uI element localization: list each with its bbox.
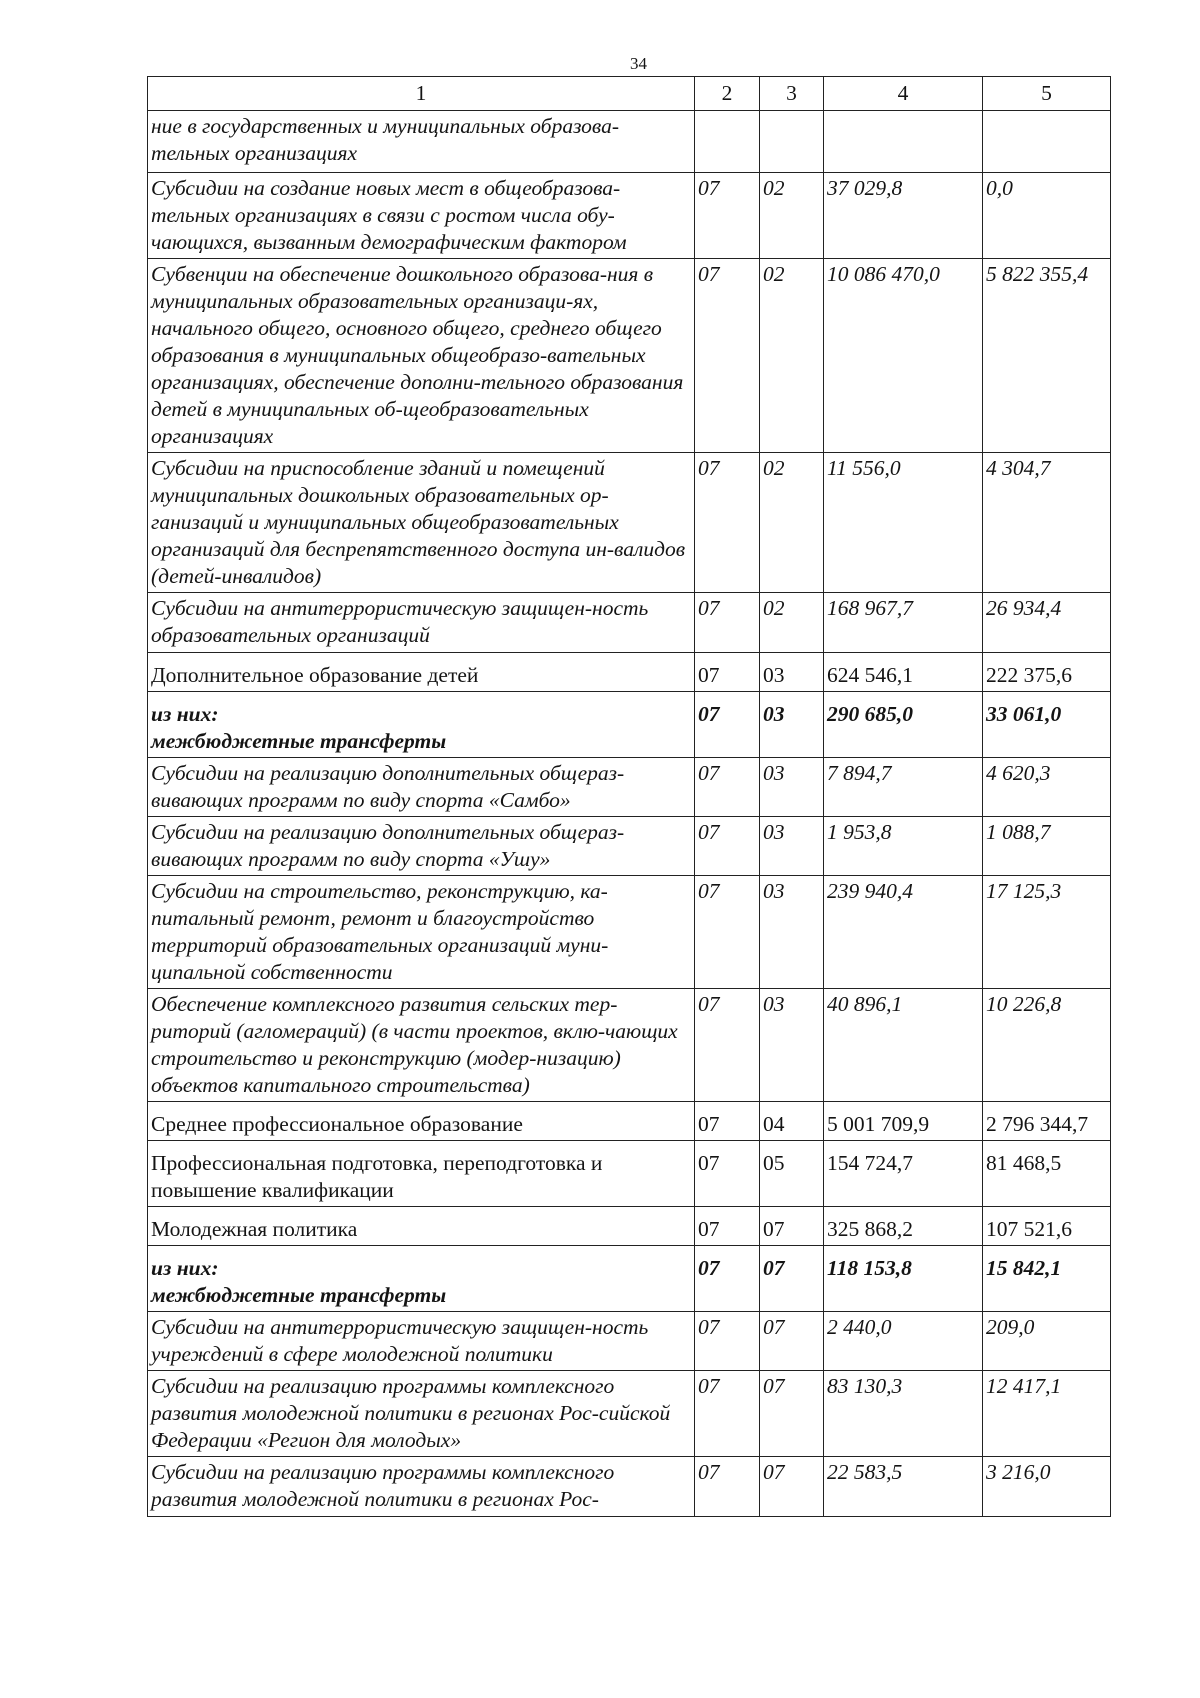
cell-amount: 22 583,5 [824,1457,983,1517]
cell-amount: 5 001 709,9 [824,1102,983,1141]
cell-section: 07 [695,876,760,989]
cell-amount: 118 153,8 [824,1246,983,1312]
cell-section: 07 [695,692,760,758]
cell-amount-2: 5 822 355,4 [983,259,1111,453]
cell-name: Среднее профессиональное образование [148,1102,695,1141]
cell-section: 07 [695,1371,760,1457]
header-col-5: 5 [983,77,1111,111]
cell-amount: 168 967,7 [824,593,983,653]
cell-amount: 290 685,0 [824,692,983,758]
page-number: 34 [630,54,647,73]
cell-section: 07 [695,653,760,692]
cell-amount-2: 2 796 344,7 [983,1102,1111,1141]
cell-amount-2: 1 088,7 [983,817,1111,876]
table-row [148,876,1111,989]
cell-subsection: 02 [760,453,824,593]
header-col-2: 2 [695,77,760,111]
cell-subsection: 07 [760,1207,824,1246]
cell-name: из них: межбюджетные трансферты [148,692,695,758]
cell-subsection: 07 [760,1246,824,1312]
cell-amount: 10 086 470,0 [824,259,983,453]
table-row [148,989,1111,1102]
budget-table [147,76,1111,1517]
cell-amount: 624 546,1 [824,653,983,692]
cell-subsection: 07 [760,1371,824,1457]
cell-amount-2: 107 521,6 [983,1207,1111,1246]
cell-subsection: 07 [760,1312,824,1371]
cell-amount: 325 868,2 [824,1207,983,1246]
cell-name: Субсидии на антитеррористическую защищен-ность образовательных организаций [148,593,695,653]
cell-amount-2: 222 375,6 [983,653,1111,692]
cell-amount-2: 4 620,3 [983,758,1111,817]
table-row [148,1102,1111,1141]
cell-section: 07 [695,1141,760,1207]
cell-amount: 7 894,7 [824,758,983,817]
cell-amount-2: 26 934,4 [983,593,1111,653]
table-row [148,1207,1111,1246]
cell-section: 07 [695,259,760,453]
cell-section [695,111,760,173]
cell-name: Субсидии на создание новых мест в общеобразова-тельных организациях в связи с ростом числа обу-чающихся, вызванным демографическим фактором [148,173,695,259]
table-row [148,758,1111,817]
cell-amount-2: 33 061,0 [983,692,1111,758]
cell-section: 07 [695,758,760,817]
header-col-4: 4 [824,77,983,111]
cell-name: Обеспечение комплексного развития сельских тер-риторий (агломераций) (в части проектов, вклю-чающих строительство и реконструкцию (модер-низацию) объектов капитального строительства) [148,989,695,1102]
cell-amount-2: 17 125,3 [983,876,1111,989]
cell-subsection: 03 [760,989,824,1102]
table-row [148,653,1111,692]
cell-name: Субсидии на реализацию программы комплексного развития молодежной политики в регионах Рос- [148,1457,695,1517]
cell-section: 07 [695,453,760,593]
cell-section: 07 [695,1246,760,1312]
header-col-1: 1 [148,77,695,111]
cell-subsection: 03 [760,692,824,758]
cell-amount-2: 3 216,0 [983,1457,1111,1517]
table-row [148,259,1111,453]
cell-amount [824,111,983,173]
table-row [148,111,1111,173]
table-row [148,593,1111,653]
cell-subsection: 03 [760,817,824,876]
cell-amount: 83 130,3 [824,1371,983,1457]
cell-name: Субсидии на строительство, реконструкцию, ка-питальный ремонт, ремонт и благоустройство территорий образовательных организаций муни-ципальной собственности [148,876,695,989]
cell-subsection: 02 [760,593,824,653]
cell-section: 07 [695,173,760,259]
cell-subsection: 07 [760,1457,824,1517]
table-row [148,1371,1111,1457]
cell-name: ние в государственных и муниципальных образова-тельных организациях [148,111,695,173]
table-row [148,1141,1111,1207]
table-row [148,173,1111,259]
cell-amount-2: 209,0 [983,1312,1111,1371]
cell-section: 07 [695,1312,760,1371]
cell-section: 07 [695,817,760,876]
header-col-3: 3 [760,77,824,111]
cell-amount-2: 0,0 [983,173,1111,259]
cell-subsection: 03 [760,758,824,817]
cell-name: Субсидии на реализацию дополнительных общераз-вивающих программ по виду спорта «Самбо» [148,758,695,817]
cell-section: 07 [695,1207,760,1246]
cell-subsection: 02 [760,259,824,453]
table-row [148,692,1111,758]
cell-amount-2: 81 468,5 [983,1141,1111,1207]
cell-name: из них: межбюджетные трансферты [148,1246,695,1312]
cell-section: 07 [695,989,760,1102]
cell-amount: 37 029,8 [824,173,983,259]
table-row [148,1457,1111,1517]
cell-section: 07 [695,593,760,653]
cell-subsection [760,111,824,173]
cell-name: Субсидии на реализацию программы комплексного развития молодежной политики в регионах Рос-сийской Федерации «Регион для молодых» [148,1371,695,1457]
cell-name: Профессиональная подготовка, переподготовка и повышение квалификации [148,1141,695,1207]
cell-amount-2: 15 842,1 [983,1246,1111,1312]
cell-amount: 154 724,7 [824,1141,983,1207]
table-row [148,817,1111,876]
cell-name: Субвенции на обеспечение дошкольного образова-ния в муниципальных образовательных организаци-ях, начального общего, основного общего, среднего общего образования в муниципальных общеобразо-вательных организациях, обеспечение дополни-тельного образования детей в муниципальных об-щеобразовательных организациях [148,259,695,453]
table-row [148,1312,1111,1371]
cell-amount: 239 940,4 [824,876,983,989]
cell-amount-2: 10 226,8 [983,989,1111,1102]
cell-name: Дополнительное образование детей [148,653,695,692]
cell-name: Субсидии на реализацию дополнительных общераз-вивающих программ по виду спорта «Ушу» [148,817,695,876]
cell-subsection: 02 [760,173,824,259]
cell-subsection: 03 [760,876,824,989]
cell-amount-2: 12 417,1 [983,1371,1111,1457]
cell-section: 07 [695,1457,760,1517]
cell-name: Субсидии на антитеррористическую защищен-ность учреждений в сфере молодежной политики [148,1312,695,1371]
cell-name: Субсидии на приспособление зданий и помещений муниципальных дошкольных образовательных ор-ганизаций и муниципальных общеобразовательных организаций для беспрепятственного доступа ин-валидов (детей-инвалидов) [148,453,695,593]
cell-name: Молодежная политика [148,1207,695,1246]
cell-subsection: 03 [760,653,824,692]
cell-amount: 11 556,0 [824,453,983,593]
cell-subsection: 05 [760,1141,824,1207]
cell-amount: 40 896,1 [824,989,983,1102]
cell-amount-2: 4 304,7 [983,453,1111,593]
table-row [148,1246,1111,1312]
table-row [148,453,1111,593]
cell-amount: 2 440,0 [824,1312,983,1371]
cell-subsection: 04 [760,1102,824,1141]
table-header-row [148,77,1111,111]
cell-amount-2 [983,111,1111,173]
cell-amount: 1 953,8 [824,817,983,876]
cell-section: 07 [695,1102,760,1141]
